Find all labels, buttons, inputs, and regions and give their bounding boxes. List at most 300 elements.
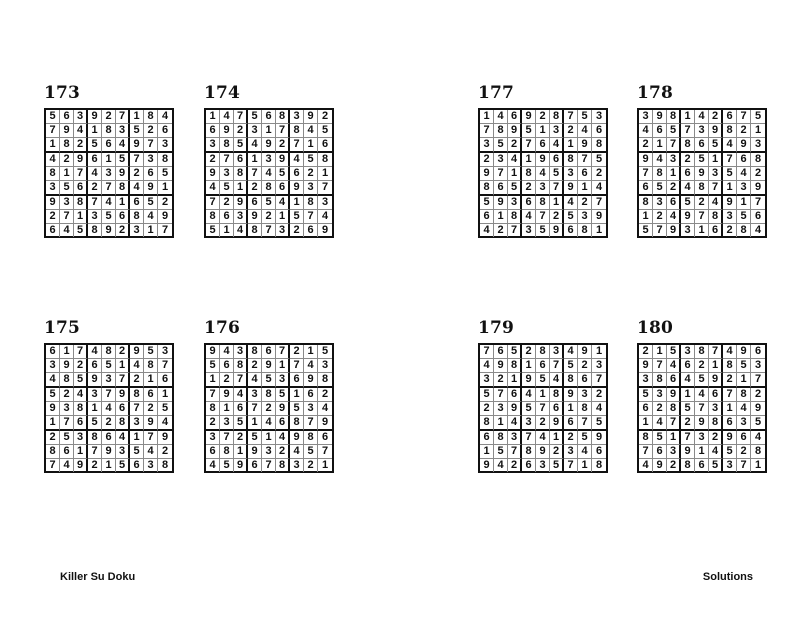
grid-cell: 3 xyxy=(639,373,653,388)
grid-cell: 5 xyxy=(564,359,578,373)
grid-cell: 3 xyxy=(751,359,765,373)
grid-cell: 5 xyxy=(234,138,248,153)
grid-cell: 9 xyxy=(248,210,262,224)
grid-cell: 1 xyxy=(653,345,667,359)
grid-cell: 3 xyxy=(276,224,290,237)
grid-cell: 8 xyxy=(695,345,709,359)
grid-cell: 1 xyxy=(88,124,102,138)
grid-cell: 8 xyxy=(74,196,88,210)
grid-cell: 8 xyxy=(116,416,130,431)
grid-cell: 8 xyxy=(550,110,564,124)
grid-cell: 9 xyxy=(723,431,737,445)
grid-cell: 8 xyxy=(595,459,603,471)
grid-cell: 6 xyxy=(639,402,653,416)
grid-cell: 3 xyxy=(262,153,276,167)
grid-cell: 4 xyxy=(262,416,276,431)
grid-cell: 9 xyxy=(550,416,564,431)
grid-cell: 7 xyxy=(206,388,220,402)
grid-cell: 5 xyxy=(220,181,234,196)
grid-cell: 4 xyxy=(102,402,116,416)
grid-cell: 9 xyxy=(290,181,304,196)
grid-cell: 5 xyxy=(508,345,522,359)
puzzle-number: 180 xyxy=(637,318,674,338)
grid-cell: 3 xyxy=(290,459,304,472)
footer-book-title: Killer Su Doku xyxy=(60,571,136,583)
grid-cell: 9 xyxy=(681,210,695,224)
grid-cell: 5 xyxy=(130,124,144,138)
grid-cell: 6 xyxy=(681,359,695,373)
grid-cell: 2 xyxy=(116,345,130,359)
grid-cell: 1 xyxy=(234,181,248,196)
grid-cell: 1 xyxy=(74,210,88,224)
grid-cell: 6 xyxy=(723,110,737,124)
grid-cell: 8 xyxy=(480,416,494,431)
grid-cell: 2 xyxy=(564,124,578,138)
grid-cell: 4 xyxy=(667,210,681,224)
grid-cell: 2 xyxy=(158,445,172,459)
grid-cell: 9 xyxy=(304,110,318,124)
grid-cell: 4 xyxy=(754,224,762,236)
grid-cell: 9 xyxy=(667,224,681,237)
grid-cell: 2 xyxy=(709,431,723,445)
grid-cell: 6 xyxy=(102,138,116,153)
grid-cell: 1 xyxy=(695,224,709,237)
grid-cell: 8 xyxy=(220,445,234,459)
grid-cell: 2 xyxy=(88,459,102,472)
grid-cell: 5 xyxy=(578,431,592,445)
grid-cell: 2 xyxy=(102,416,116,431)
grid-cell: 4 xyxy=(74,388,88,402)
grid-cell: 8 xyxy=(723,124,737,138)
grid-cell: 1 xyxy=(248,416,262,431)
grid-cell: 5 xyxy=(695,373,709,388)
grid-cell: 5 xyxy=(304,445,318,459)
grid-cell: 8 xyxy=(564,373,578,388)
grid-cell: 5 xyxy=(262,196,276,210)
grid-cell: 2 xyxy=(290,345,304,359)
grid-cell: 2 xyxy=(102,110,116,124)
grid-cell: 4 xyxy=(60,224,74,237)
grid-cell: 2 xyxy=(522,345,536,359)
grid-cell: 6 xyxy=(88,153,102,167)
grid-cell: 1 xyxy=(595,224,603,236)
grid-cell: 8 xyxy=(494,431,508,445)
grid-cell: 2 xyxy=(578,196,592,210)
grid-cell: 4 xyxy=(494,110,508,124)
grid-cell: 9 xyxy=(144,416,158,431)
grid-cell: 8 xyxy=(234,359,248,373)
grid-cell: 4 xyxy=(304,124,318,138)
grid-cell: 4 xyxy=(144,210,158,224)
grid-cell: 7 xyxy=(88,445,102,459)
puzzle-178 xyxy=(637,82,767,238)
grid-cell: 3 xyxy=(304,181,318,196)
grid-cell: 2 xyxy=(639,345,653,359)
grid-cell: 9 xyxy=(564,388,578,402)
grid-cell: 7 xyxy=(653,224,667,237)
grid-cell: 8 xyxy=(248,224,262,237)
grid-cell: 6 xyxy=(46,345,60,359)
grid-cell: 3 xyxy=(74,110,88,124)
grid-cell: 2 xyxy=(144,124,158,138)
grid-cell: 2 xyxy=(234,124,248,138)
grid-cell: 1 xyxy=(737,196,751,210)
grid-cell: 6 xyxy=(550,402,564,416)
sudoku-grid xyxy=(44,108,174,238)
grid-cell: 6 xyxy=(206,124,220,138)
grid-cell: 7 xyxy=(681,431,695,445)
grid-cell: 3 xyxy=(234,210,248,224)
grid-cell: 4 xyxy=(74,124,88,138)
grid-cell: 4 xyxy=(653,153,667,167)
grid-cell: 9 xyxy=(522,373,536,388)
grid-cell: 1 xyxy=(578,459,592,472)
grid-cell: 8 xyxy=(262,388,276,402)
grid-cell: 7 xyxy=(639,167,653,181)
grid-cell: 5 xyxy=(536,224,550,237)
sudoku-grid xyxy=(478,108,608,238)
grid-cell: 9 xyxy=(321,224,329,236)
grid-cell: 2 xyxy=(60,388,74,402)
grid-cell: 2 xyxy=(60,153,74,167)
grid-cell: 2 xyxy=(550,210,564,224)
grid-cell: 8 xyxy=(508,359,522,373)
grid-cell: 1 xyxy=(667,167,681,181)
grid-cell: 8 xyxy=(88,224,102,237)
grid-cell: 7 xyxy=(709,181,723,196)
grid-cell: 9 xyxy=(46,196,60,210)
grid-cell: 3 xyxy=(592,359,606,373)
grid-cell: 4 xyxy=(667,359,681,373)
grid-cell: 2 xyxy=(158,196,172,210)
grid-cell: 8 xyxy=(318,373,332,388)
footer-section-label: Solutions xyxy=(702,571,753,583)
grid-cell: 9 xyxy=(88,373,102,388)
grid-cell: 9 xyxy=(709,373,723,388)
grid-cell: 8 xyxy=(161,459,169,471)
grid-cell: 2 xyxy=(592,388,606,402)
grid-cell: 1 xyxy=(751,124,765,138)
grid-cell: 7 xyxy=(522,431,536,445)
grid-cell: 7 xyxy=(522,138,536,153)
grid-cell: 3 xyxy=(158,345,172,359)
grid-cell: 8 xyxy=(578,224,592,237)
grid-cell: 3 xyxy=(88,388,102,402)
grid-cell: 9 xyxy=(695,416,709,431)
grid-cell: 3 xyxy=(102,167,116,181)
grid-cell: 9 xyxy=(494,196,508,210)
grid-cell: 4 xyxy=(695,388,709,402)
grid-cell: 8 xyxy=(667,402,681,416)
grid-cell: 9 xyxy=(102,445,116,459)
grid-cell: 6 xyxy=(74,181,88,196)
grid-cell: 6 xyxy=(564,416,578,431)
grid-cell: 6 xyxy=(262,345,276,359)
grid-cell: 3 xyxy=(592,110,606,124)
grid-cell: 6 xyxy=(578,167,592,181)
grid-cell: 4 xyxy=(480,224,494,237)
grid-cell: 3 xyxy=(494,402,508,416)
grid-cell: 2 xyxy=(206,153,220,167)
grid-cell: 2 xyxy=(681,153,695,167)
grid-cell: 2 xyxy=(667,459,681,472)
grid-cell: 5 xyxy=(290,210,304,224)
grid-cell: 6 xyxy=(116,210,130,224)
grid-cell: 3 xyxy=(578,388,592,402)
puzzle-173 xyxy=(44,82,174,238)
grid-cell: 5 xyxy=(74,224,88,237)
grid-cell: 1 xyxy=(653,138,667,153)
grid-cell: 2 xyxy=(318,388,332,402)
grid-cell: 7 xyxy=(578,416,592,431)
grid-cell: 1 xyxy=(754,459,762,471)
grid-cell: 4 xyxy=(737,402,751,416)
grid-cell: 8 xyxy=(262,181,276,196)
grid-cell: 2 xyxy=(74,359,88,373)
grid-cell: 8 xyxy=(737,224,751,237)
grid-cell: 2 xyxy=(723,373,737,388)
grid-cell: 4 xyxy=(116,431,130,445)
grid-cell: 5 xyxy=(695,153,709,167)
grid-cell: 1 xyxy=(321,459,329,471)
grid-cell: 9 xyxy=(564,181,578,196)
grid-cell: 6 xyxy=(536,138,550,153)
grid-cell: 4 xyxy=(234,224,248,237)
grid-cell: 2 xyxy=(248,181,262,196)
grid-cell: 9 xyxy=(234,196,248,210)
grid-cell: 3 xyxy=(60,196,74,210)
grid-cell: 6 xyxy=(158,373,172,388)
grid-cell: 2 xyxy=(88,181,102,196)
grid-cell: 8 xyxy=(290,416,304,431)
grid-cell: 3 xyxy=(709,167,723,181)
grid-cell: 7 xyxy=(751,196,765,210)
sudoku-grid xyxy=(637,343,767,473)
grid-cell: 1 xyxy=(290,196,304,210)
grid-cell: 9 xyxy=(653,110,667,124)
grid-cell: 6 xyxy=(88,359,102,373)
grid-cell: 5 xyxy=(494,445,508,459)
grid-cell: 8 xyxy=(681,459,695,472)
grid-cell: 5 xyxy=(220,459,234,472)
grid-cell: 3 xyxy=(564,167,578,181)
grid-cell: 7 xyxy=(639,445,653,459)
grid-cell: 4 xyxy=(276,196,290,210)
grid-cell: 6 xyxy=(508,110,522,124)
grid-cell: 1 xyxy=(522,359,536,373)
grid-cell: 3 xyxy=(276,373,290,388)
grid-cell: 4 xyxy=(116,138,130,153)
grid-cell: 1 xyxy=(206,110,220,124)
grid-cell: 9 xyxy=(290,431,304,445)
grid-cell: 6 xyxy=(751,345,765,359)
grid-cell: 7 xyxy=(578,153,592,167)
grid-cell: 6 xyxy=(737,431,751,445)
grid-cell: 4 xyxy=(206,459,220,472)
grid-cell: 4 xyxy=(46,153,60,167)
grid-cell: 4 xyxy=(220,110,234,124)
grid-cell: 8 xyxy=(304,196,318,210)
grid-cell: 2 xyxy=(667,181,681,196)
grid-cell: 7 xyxy=(508,224,522,237)
grid-cell: 5 xyxy=(667,124,681,138)
grid-cell: 4 xyxy=(578,124,592,138)
grid-cell: 9 xyxy=(60,359,74,373)
grid-cell: 3 xyxy=(144,153,158,167)
grid-cell: 9 xyxy=(262,359,276,373)
grid-cell: 3 xyxy=(522,224,536,237)
grid-cell: 1 xyxy=(709,359,723,373)
grid-cell: 1 xyxy=(262,431,276,445)
grid-cell: 6 xyxy=(536,359,550,373)
grid-cell: 8 xyxy=(550,388,564,402)
grid-cell: 3 xyxy=(234,345,248,359)
grid-cell: 3 xyxy=(60,402,74,416)
grid-cell: 5 xyxy=(248,431,262,445)
grid-cell: 1 xyxy=(304,345,318,359)
grid-cell: 8 xyxy=(723,359,737,373)
grid-cell: 6 xyxy=(709,224,723,237)
grid-cell: 7 xyxy=(220,431,234,445)
grid-cell: 5 xyxy=(751,110,765,124)
grid-cell: 5 xyxy=(74,373,88,388)
grid-cell: 8 xyxy=(522,445,536,459)
grid-cell: 1 xyxy=(158,181,172,196)
grid-cell: 9 xyxy=(639,359,653,373)
grid-cell: 8 xyxy=(116,181,130,196)
grid-cell: 5 xyxy=(536,373,550,388)
grid-cell: 8 xyxy=(248,345,262,359)
grid-cell: 9 xyxy=(480,459,494,472)
grid-cell: 2 xyxy=(318,110,332,124)
grid-cell: 4 xyxy=(681,373,695,388)
grid-cell: 7 xyxy=(116,110,130,124)
puzzle-177 xyxy=(478,82,608,238)
grid-cell: 5 xyxy=(206,224,220,237)
puzzle-number: 175 xyxy=(44,318,81,338)
puzzle-number: 179 xyxy=(478,318,515,338)
grid-cell: 8 xyxy=(667,110,681,124)
sudoku-grid xyxy=(204,108,334,238)
grid-cell: 8 xyxy=(318,153,332,167)
grid-cell: 5 xyxy=(681,402,695,416)
grid-cell: 1 xyxy=(681,110,695,124)
grid-cell: 6 xyxy=(206,445,220,459)
grid-cell: 4 xyxy=(494,459,508,472)
puzzle-number: 174 xyxy=(204,83,241,103)
grid-cell: 4 xyxy=(130,181,144,196)
grid-cell: 4 xyxy=(709,196,723,210)
grid-cell: 4 xyxy=(564,196,578,210)
grid-cell: 1 xyxy=(88,402,102,416)
grid-cell: 4 xyxy=(536,431,550,445)
grid-cell: 2 xyxy=(536,110,550,124)
grid-cell: 9 xyxy=(737,345,751,359)
grid-cell: 3 xyxy=(248,388,262,402)
grid-cell: 8 xyxy=(653,167,667,181)
grid-cell: 5 xyxy=(144,345,158,359)
grid-cell: 8 xyxy=(751,153,765,167)
grid-cell: 3 xyxy=(494,153,508,167)
grid-cell: 3 xyxy=(723,459,737,472)
grid-cell: 4 xyxy=(304,359,318,373)
grid-cell: 9 xyxy=(116,167,130,181)
grid-cell: 2 xyxy=(220,196,234,210)
grid-cell: 8 xyxy=(46,167,60,181)
grid-cell: 6 xyxy=(130,196,144,210)
grid-cell: 2 xyxy=(695,196,709,210)
grid-cell: 8 xyxy=(695,181,709,196)
grid-cell: 7 xyxy=(60,210,74,224)
grid-cell: 1 xyxy=(248,153,262,167)
grid-cell: 5 xyxy=(88,416,102,431)
grid-cell: 7 xyxy=(102,181,116,196)
grid-cell: 7 xyxy=(723,388,737,402)
grid-cell: 1 xyxy=(508,373,522,388)
grid-cell: 1 xyxy=(494,416,508,431)
grid-cell: 1 xyxy=(550,431,564,445)
grid-cell: 3 xyxy=(709,402,723,416)
grid-cell: 2 xyxy=(522,181,536,196)
grid-cell: 5 xyxy=(46,110,60,124)
grid-cell: 9 xyxy=(206,167,220,181)
grid-cell: 6 xyxy=(102,431,116,445)
grid-cell: 7 xyxy=(536,210,550,224)
grid-cell: 4 xyxy=(206,181,220,196)
grid-cell: 2 xyxy=(695,359,709,373)
sudoku-grid xyxy=(44,343,174,473)
grid-cell: 7 xyxy=(737,110,751,124)
grid-cell: 6 xyxy=(74,416,88,431)
grid-cell: 8 xyxy=(536,196,550,210)
grid-cell: 4 xyxy=(220,345,234,359)
grid-cell: 1 xyxy=(737,373,751,388)
grid-cell: 7 xyxy=(234,110,248,124)
grid-cell: 7 xyxy=(653,359,667,373)
grid-cell: 7 xyxy=(116,373,130,388)
grid-cell: 6 xyxy=(144,388,158,402)
grid-cell: 7 xyxy=(494,388,508,402)
grid-cell: 1 xyxy=(480,110,494,124)
grid-cell: 5 xyxy=(494,138,508,153)
grid-cell: 4 xyxy=(318,402,332,416)
grid-cell: 7 xyxy=(667,416,681,431)
grid-cell: 2 xyxy=(248,359,262,373)
grid-cell: 1 xyxy=(522,153,536,167)
grid-cell: 4 xyxy=(88,345,102,359)
grid-cell: 7 xyxy=(304,210,318,224)
grid-cell: 2 xyxy=(206,416,220,431)
grid-cell: 5 xyxy=(639,224,653,237)
grid-cell: 1 xyxy=(46,138,60,153)
grid-cell: 6 xyxy=(522,459,536,472)
grid-cell: 7 xyxy=(737,459,751,472)
grid-cell: 8 xyxy=(639,431,653,445)
grid-cell: 4 xyxy=(102,196,116,210)
grid-cell: 3 xyxy=(695,124,709,138)
grid-cell: 3 xyxy=(158,138,172,153)
grid-cell: 3 xyxy=(639,110,653,124)
grid-cell: 4 xyxy=(681,181,695,196)
grid-cell: 2 xyxy=(723,224,737,237)
grid-cell: 5 xyxy=(206,359,220,373)
grid-cell: 2 xyxy=(592,167,606,181)
puzzle-179 xyxy=(478,317,608,473)
grid-cell: 3 xyxy=(220,167,234,181)
grid-cell: 9 xyxy=(74,459,88,472)
grid-cell: 2 xyxy=(653,210,667,224)
grid-cell: 6 xyxy=(592,445,606,459)
